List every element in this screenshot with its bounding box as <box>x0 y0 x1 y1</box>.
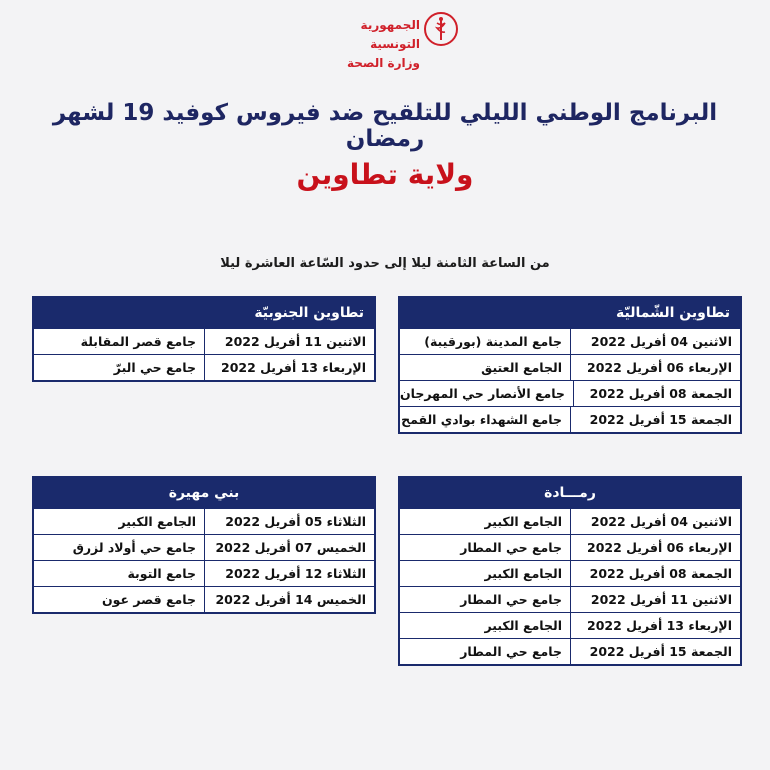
row-date: الثلاثاء 05 أفريل 2022 <box>204 509 374 534</box>
row-date: الجمعة 15 أفريل 2022 <box>570 407 740 432</box>
row-place: جامع حي المطار <box>460 592 562 607</box>
row-place: جامع حي المطار <box>460 644 562 659</box>
table-row <box>34 508 374 534</box>
row-date: الإربعاء 13 أفريل 2022 <box>570 613 740 638</box>
table-row <box>400 406 740 432</box>
row-date: الجمعة 15 أفريل 2022 <box>570 639 740 664</box>
row-place: جامع التوبة <box>127 566 196 581</box>
health-emblem-icon <box>424 12 458 46</box>
table-title: تطاوين الجنوبيّة <box>34 298 374 328</box>
table-row <box>400 638 740 664</box>
table-title: رمـــادة <box>400 478 740 508</box>
table-row <box>400 354 740 380</box>
row-place: جامع المدينة (بورقيبة) <box>424 334 562 349</box>
row-date: الجمعة 08 أفريل 2022 <box>573 381 740 406</box>
region-title: ولاية تطاوين <box>296 158 474 191</box>
row-date: الخميس 07 أفريل 2022 <box>204 535 374 560</box>
table-tataouine-north <box>398 296 742 434</box>
republic-label: الجمهورية التونسية <box>360 18 420 51</box>
page-title: البرنامج الوطني الليلي للتلقيح ضد فيروس كوفيد 19 لشهر رمضان <box>52 100 718 152</box>
row-date: الاثنين 11 أفريل 2022 <box>204 329 374 354</box>
row-place: الجامع الكبير <box>484 566 562 581</box>
row-place: جامع حي البرّ <box>113 360 196 375</box>
row-place: جامع الشهداء بوادي القمح <box>401 412 562 427</box>
table-row <box>400 560 740 586</box>
row-place: جامع الأنصار حي المهرجان <box>400 386 565 401</box>
row-date: الثلاثاء 12 أفريل 2022 <box>204 561 374 586</box>
row-place: جامع قصر المقابلة <box>80 334 196 349</box>
table-remada <box>398 476 742 666</box>
row-date: الجمعة 08 أفريل 2022 <box>570 561 740 586</box>
table-title: بني مهيرة <box>34 478 374 508</box>
table-tataouine-south <box>32 296 376 382</box>
table-bni-mhira <box>32 476 376 614</box>
row-date: الإربعاء 13 أفريل 2022 <box>204 355 374 380</box>
table-row <box>34 354 374 380</box>
table-row <box>34 586 374 612</box>
time-subtitle: من الساعة الثامنة ليلا إلى حدود السّاعة العاشرة ليلا <box>220 256 550 271</box>
logo-text <box>318 16 420 73</box>
ministry-logo <box>318 12 458 70</box>
row-place: الجامع الكبير <box>118 514 196 529</box>
row-date: الإربعاء 06 أفريل 2022 <box>570 535 740 560</box>
table-row <box>400 586 740 612</box>
table-title: تطاوين الشّماليّة <box>400 298 740 328</box>
row-place: الجامع الكبير <box>484 514 562 529</box>
ministry-label: وزارة الصحة <box>346 56 420 70</box>
row-date: الاثنين 11 أفريل 2022 <box>570 587 740 612</box>
row-date: الإربعاء 06 أفريل 2022 <box>570 355 740 380</box>
table-row <box>34 534 374 560</box>
row-place: جامع حي أولاد لزرق <box>72 540 196 555</box>
row-place: جامع قصر عون <box>101 592 196 607</box>
row-place: الجامع العتيق <box>481 360 562 375</box>
table-row <box>400 534 740 560</box>
table-row <box>34 328 374 354</box>
row-date: الخميس 14 أفريل 2022 <box>204 587 374 612</box>
row-date: الاثنين 04 أفريل 2022 <box>570 329 740 354</box>
table-row <box>400 328 740 354</box>
row-date: الاثنين 04 أفريل 2022 <box>570 509 740 534</box>
table-row <box>400 612 740 638</box>
table-row <box>400 380 740 406</box>
table-row <box>400 508 740 534</box>
row-place: الجامع الكبير <box>484 618 562 633</box>
table-row <box>34 560 374 586</box>
row-place: جامع حي المطار <box>460 540 562 555</box>
